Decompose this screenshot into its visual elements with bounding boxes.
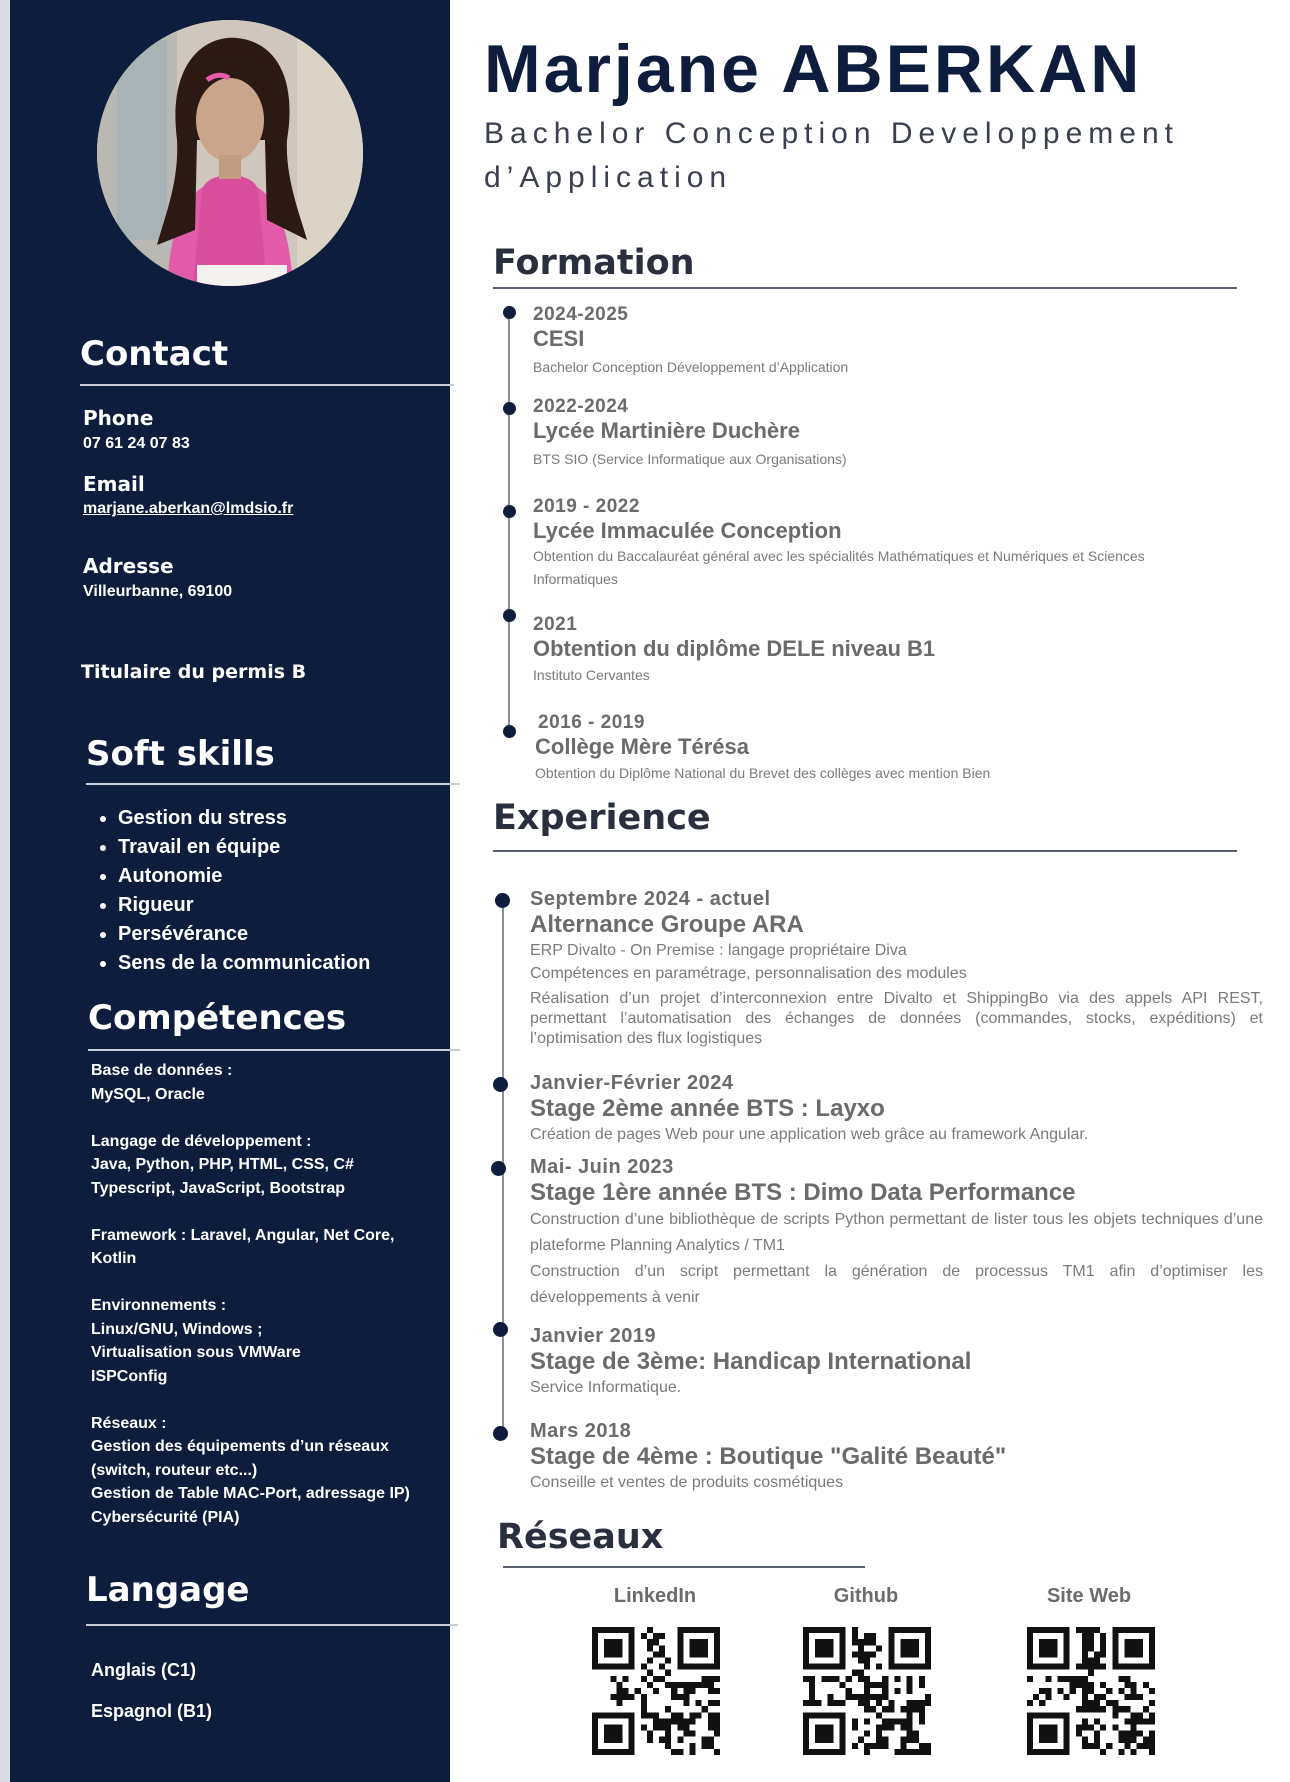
formation-divider [493,287,1237,289]
formation-year: 2022-2024 [533,396,629,417]
list-item: • Gestion du stress [118,804,370,833]
timeline-dot [503,725,516,738]
experience-desc: ERP Divalto - On Premise : langage propriétaire Diva [530,942,907,959]
timeline-dot [491,1161,506,1176]
formation-entry [533,496,1173,591]
address-label: Adresse [83,554,174,578]
competence-frameworks: Framework : Laravel, Angular, Net Core, Kotlin [91,1226,395,1267]
formation-year: 2021 [533,614,578,635]
competence-networks: Réseaux : Gestion des équipements d’un réseaux (switch, routeur etc...) Gestion de Table MAC-Port, adressage IP) Cybersécurité (PIA) [91,1414,410,1526]
formation-heading: Formation [493,243,695,283]
formation-entry [535,712,1255,785]
formation-title: Lycée Immaculée Conception [533,518,842,543]
experience-desc: Création de pages Web pour une application web grâce au framework Angular. [530,1126,1089,1143]
github-qr-code[interactable] [803,1627,931,1755]
experience-heading: Experience [493,798,711,838]
formation-desc: Obtention du Diplôme National du Brevet des collèges avec mention Bien [535,765,991,781]
language-spanish: Espagnol (B1) [91,1701,213,1721]
contact-divider [80,384,454,386]
formation-title: Collège Mère Térésa [535,734,749,759]
experience-desc: Construction d’un script permettant la génération de processus TM1 afin d’optimiser les développements à venir [530,1263,1263,1306]
formation-entry [533,304,1253,379]
competences-divider [88,1049,460,1051]
experience-title: Stage 1ère année BTS : Dimo Data Performance [530,1179,1076,1206]
profile-photo-illustration [97,20,363,286]
linkedin-qr-code[interactable] [592,1627,720,1755]
formation-desc: BTS SIO (Service Informatique aux Organisations) [533,451,847,467]
formation-entry [533,614,1253,687]
address-value: Villeurbanne, 69100 [83,583,233,600]
langage-divider [86,1624,458,1626]
timeline-dot [503,402,516,415]
phone-value: 07 61 24 07 83 [83,435,190,452]
timeline-dot [493,1426,508,1441]
experience-date: Septembre 2024 - actuel [530,888,771,910]
timeline-dot [503,306,516,319]
experience-entry [530,888,1263,1049]
formation-year: 2019 - 2022 [533,496,640,517]
timeline-dot [503,609,516,622]
experience-desc: Conseille et ventes de produits cosmétiques [530,1474,844,1491]
list-item: • Rigueur [118,891,370,920]
experience-desc: Service Informatique. [530,1379,682,1396]
candidate-subtitle: Bachelor Conception Developpement d’Application [484,117,1179,194]
experience-entry [530,1325,1263,1399]
email-label: Email [83,472,145,496]
sidebar [10,0,450,1782]
contact-heading: Contact [80,334,229,374]
experience-desc: Compétences en paramétrage, personnalisation des modules [530,965,967,982]
formation-title: Obtention du diplôme DELE niveau B1 [533,636,936,661]
experience-date: Mai- Juin 2023 [530,1156,674,1178]
candidate-name: Marjane ABERKAN [484,31,1143,107]
list-item: • Persévérance [118,920,370,949]
list-item: • Sens de la communication [118,949,370,978]
timeline-dot [495,893,510,908]
email-wrapper [83,500,293,518]
experience-date: Janvier-Février 2024 [530,1072,734,1094]
formation-year: 2024-2025 [533,304,629,325]
experience-title: Stage de 4ème : Boutique "Galité Beauté" [530,1443,1007,1470]
website-qr-code[interactable] [1027,1627,1155,1755]
list-item: • Autonomie [118,862,370,891]
competence-environments: Environnements : Linux/GNU, Windows ; Virtualisation sous VMWare ISPConfig [91,1297,301,1385]
competence-databases: Base de données : MySQL, Oracle [91,1062,233,1103]
competences-heading: Compétences [88,998,347,1038]
profile-photo [97,20,363,286]
qr-label-website: Site Web [1046,1585,1132,1607]
formation-entry [533,396,1253,471]
experience-divider [493,850,1237,852]
experience-title: Alternance Groupe ARA [530,911,804,938]
language-english: Anglais (C1) [91,1660,197,1680]
soft-skills-divider [86,783,460,785]
phone-label: Phone [83,406,154,430]
formation-timeline [508,312,510,732]
formation-desc: Obtention du Baccalauréat général avec les spécialités Mathématiques et Numériques et Sciences Informatiques [533,548,1145,587]
driving-permit: Titulaire du permis B [81,661,307,683]
experience-entry [530,1420,1263,1494]
soft-skills-list [86,804,370,978]
qr-label-linkedin: LinkedIn [613,1585,697,1607]
experience-entry [530,1156,1263,1311]
experience-entry [530,1072,1263,1146]
soft-skills-heading: Soft skills [86,734,275,774]
formation-desc: Instituto Cervantes [533,667,650,683]
reseaux-heading: Réseaux [497,1517,664,1557]
langage-heading: Langage [86,1570,250,1610]
timeline-dot [493,1322,508,1337]
timeline-dot [493,1077,508,1092]
formation-desc: Bachelor Conception Développement d’Application [533,359,849,375]
reseaux-divider [503,1566,865,1568]
timeline-dot [503,505,516,518]
formation-title: Lycée Martinière Duchère [533,418,800,443]
qr-label-github: Github [833,1585,899,1607]
formation-year: 2016 - 2019 [538,712,645,733]
experience-date: Janvier 2019 [530,1325,657,1347]
experience-desc: Réalisation d’un projet d’interconnexion entre Divalto et ShippingBo via des appels API REST, permettant l’automatisation des échanges de données (commandes, stocks, expéditions) et l’optimisation des flux logistiques [530,990,1263,1047]
list-item: • Travail en équipe [118,833,370,862]
experience-date: Mars 2018 [530,1420,632,1442]
competences-list [91,1059,446,1553]
email-link[interactable]: marjane.aberkan@lmdsio.fr [83,500,294,517]
formation-title: CESI [533,326,585,351]
page-edge [0,0,10,1782]
experience-desc: Construction d’une bibliothèque de scripts Python permettant de lister tous les objets techniques d’une plateforme Planning Analytics / TM1 [530,1211,1263,1254]
experience-title: Stage 2ème année BTS : Layxo [530,1095,885,1122]
competence-languages: Langage de développement : Java, Python, PHP, HTML, CSS, C# Typescript, JavaScript, Bootstrap [91,1132,354,1197]
experience-title: Stage de 3ème: Handicap International [530,1348,972,1375]
